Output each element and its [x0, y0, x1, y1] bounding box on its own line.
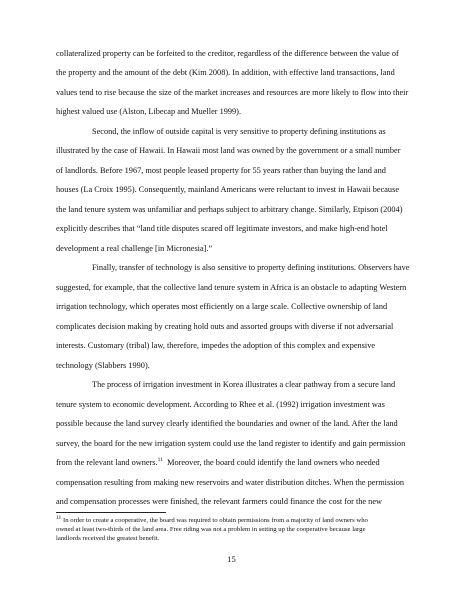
footnote-marker: 11 — [56, 514, 62, 521]
body-line: values tend to rise because the size of the market increases and resources are more likely to flow into their — [56, 88, 409, 97]
page-number: 15 — [227, 554, 236, 564]
body-line: suggested, for example, that the collective land tenure system in Africa is an obstacle to adapting Western — [56, 283, 407, 292]
body-line: interests. Customary (tribal) law, therefore, impedes the adoption of this complex and expensive — [56, 341, 376, 350]
body-line: highest valued use (Alston, Libecap and Mueller 1999). — [56, 107, 242, 116]
body-line: compensation resulting from making new reservoirs and water distribution ditches. When the permission — [56, 478, 405, 487]
body-line: tenure system to economic development. According to Rhee et al. (1992) irrigation investment was — [56, 400, 385, 409]
body-line-with-footnote-ref — [56, 458, 380, 468]
body-line: houses (La Croix 1995). Consequently, mainland Americans were reluctant to invest in Hawaii because — [56, 185, 399, 194]
body-line: of landlords. Before 1967, most people leased property for 55 years rather than buying the land and — [56, 166, 386, 175]
footnote-line: owned at least two-thirds of the land area. Free riding was not a problem in setting up the cooperative because large — [56, 526, 366, 533]
footnote-text: In order to create a cooperative, the board was required to obtain permissions from a majority of land owners who — [62, 517, 368, 524]
body-line: complicates decision making by creating hold outs and assorted groups with diverse if not adversarial — [56, 322, 394, 331]
body-line: explicitly describes that “land title disputes scared off legitimate investors, and make high-end hotel — [56, 224, 388, 233]
body-line: technology (Slabbers 1990). — [56, 361, 150, 370]
footnote-divider — [56, 512, 166, 513]
body-line: the land tenure system was unfamiliar and perhaps subject to arbitrary change. Similarly, Etpison (2004) — [56, 205, 403, 214]
body-line: the property and the amount of the debt (Kim 2008). In addition, with effective land transactions, land — [56, 68, 395, 77]
body-line: The process of irrigation investment in Korea illustrates a clear pathway from a secure land — [92, 380, 396, 389]
body-line: illustrated by the case of Hawaii. In Hawaii most land was owned by the government or a small number — [56, 146, 401, 155]
body-line: collateralized property can be forfeited to the creditor, regardless of the difference between the value of — [56, 49, 399, 58]
body-line: possible because the land survey clearly identified the boundaries and owner of the land. After the land — [56, 419, 398, 428]
footnote-line — [56, 514, 368, 525]
footnote-line: landlords received the greatest benefit. — [56, 535, 160, 542]
body-line: Second, the inflow of outside capital is very sensitive to property defining institutions as — [92, 127, 386, 136]
footnote-reference[interactable]: 11 — [157, 457, 163, 464]
body-line: irrigation technology, which operates most efficiently on a large scale. Collective ownership of land — [56, 302, 388, 311]
body-line: and compensation processes were finished, the relevant farmers could finance the cost for the new — [56, 497, 382, 506]
body-line-text: from the relevant land owners. — [56, 458, 158, 467]
body-line: Finally, transfer of technology is also sensitive to property defining institutions. Observers have — [92, 263, 410, 272]
body-line: survey, the board for the new irrigation system could use the land register to identify and gain permission — [56, 439, 406, 448]
body-line: development a real challenge [in Micronesia].” — [56, 244, 213, 253]
body-line-text: Moreover, the board could identify the land owners who needed — [167, 458, 380, 467]
